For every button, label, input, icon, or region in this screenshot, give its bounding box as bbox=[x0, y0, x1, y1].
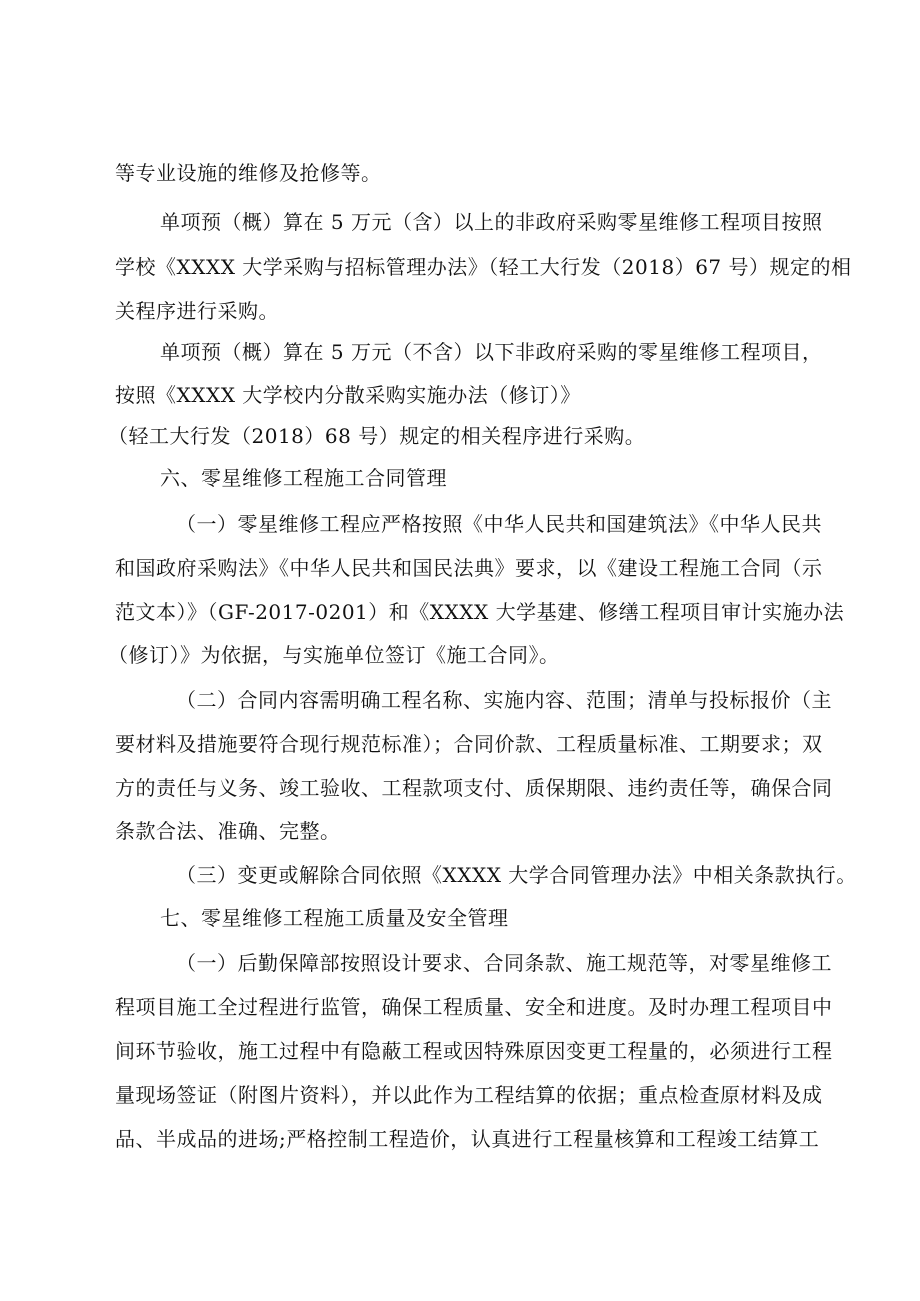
paragraph-line: （二）合同内容需明确工程名称、实施内容、范围；清单与投标报价（主 bbox=[176, 688, 832, 712]
paragraph-line: （三）变更或解除合同依照《XXXX 大学合同管理办法》中相关条款执行。 bbox=[176, 863, 857, 887]
paragraph-line: 关程序进行采购。 bbox=[115, 299, 279, 323]
paragraph-line: 单项预（概）算在 5 万元（含）以上的非政府采购零星维修工程项目按照 bbox=[160, 210, 823, 234]
paragraph-line: 按照《XXXX 大学校内分散采购实施办法（修订）》 bbox=[115, 383, 581, 407]
paragraph-line: 范文本）》（GF-2017-0201）和《XXXX 大学基建、修缮工程项目审计实施办法 bbox=[115, 600, 845, 624]
paragraph-line: 量现场签证（附图片资料），并以此作为工程结算的依据；重点检查原材料及成 bbox=[115, 1083, 823, 1107]
paragraph-line: （一）零星维修工程应严格按照《中华人民共和国建筑法》《中华人民共 bbox=[176, 512, 822, 536]
paragraph-line: 方的责任与义务、竣工验收、工程款项支付、质保期限、违约责任等，确保合同 bbox=[115, 776, 833, 800]
paragraph-line: 和国政府采购法》《中华人民共和国民法典》要求，以《建设工程施工合同（示 bbox=[115, 556, 823, 580]
paragraph-line: （一）后勤保障部按照设计要求、合同条款、施工规范等，对零星维修工 bbox=[176, 951, 832, 975]
paragraph-line: 条款合法、准确、完整。 bbox=[115, 819, 341, 843]
section-heading: 六、零星维修工程施工合同管理 bbox=[160, 466, 447, 490]
paragraph-line: 间环节验收，施工过程中有隐蔽工程或因特殊原因变更工程量的，必须进行工程 bbox=[115, 1039, 833, 1063]
paragraph-line: 单项预（概）算在 5 万元（不含）以下非政府采购的零星维修工程项目， bbox=[160, 340, 823, 364]
paragraph-line: （轻工大行发（2018）68 号）规定的相关程序进行采购。 bbox=[108, 424, 646, 448]
paragraph-line: 要材料及措施要符合现行规范标准）；合同价款、工程质量标准、工期要求；双 bbox=[115, 732, 823, 756]
paragraph-line: 品、半成品的进场;严格控制工程造价，认真进行工程量核算和工程竣工结算工 bbox=[115, 1127, 820, 1151]
paragraph-line: （修订）》为依据，与实施单位签订《施工合同》。 bbox=[108, 643, 560, 667]
paragraph-line: 程项目施工全过程进行监管，确保工程质量、安全和进度。及时办理工程项目中 bbox=[115, 995, 833, 1019]
paragraph-line: 学校《XXXX 大学采购与招标管理办法》（轻工大行发（2018）67 号）规定的相 bbox=[115, 255, 852, 279]
section-heading: 七、零星维修工程施工质量及安全管理 bbox=[160, 906, 509, 930]
paragraph-line: 等专业设施的维修及抢修等。 bbox=[115, 161, 382, 185]
